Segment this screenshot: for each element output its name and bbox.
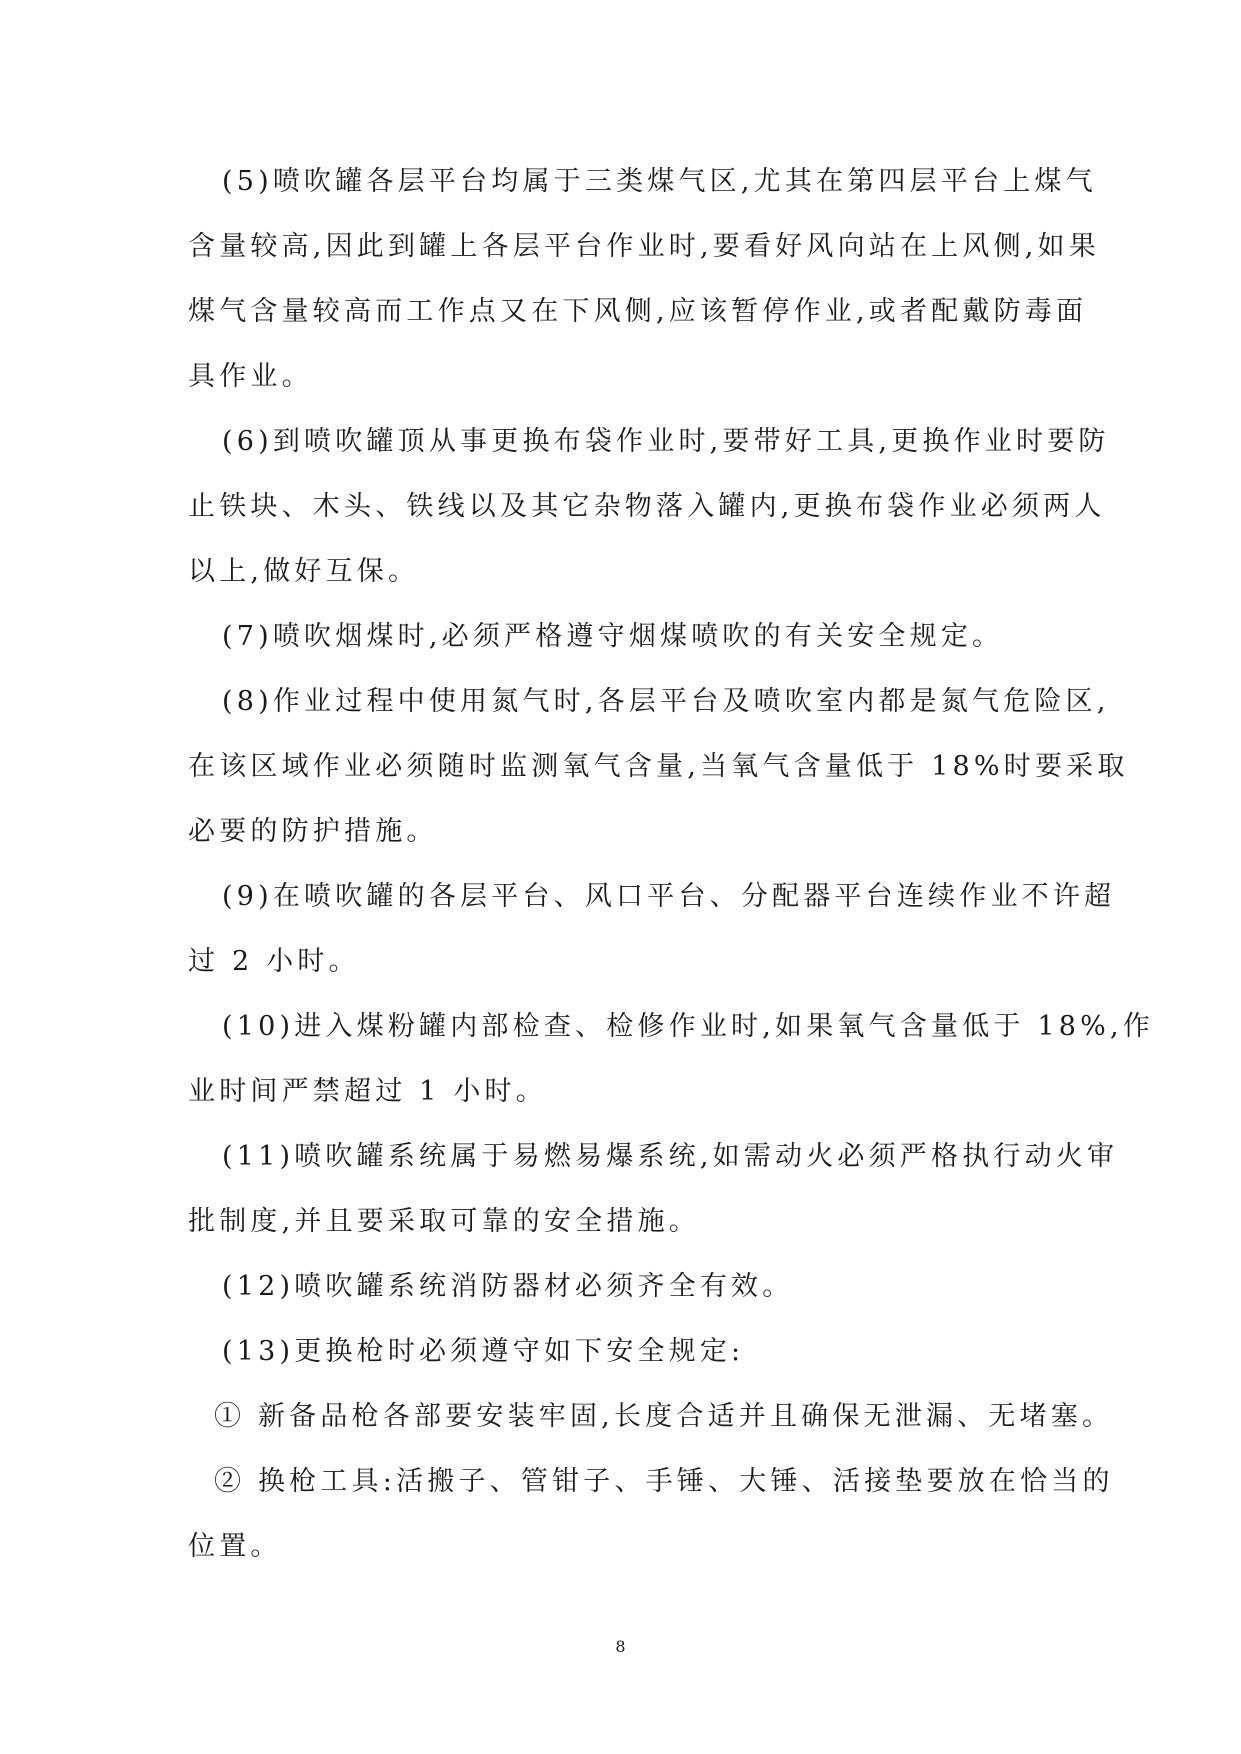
text-line: ② 换枪工具:活搬子、管钳子、手锤、大锤、活接垫要放在恰当的 (214, 1466, 1114, 1497)
text-line: (7)喷吹烟煤时,必须严格遵守烟煤喷吹的有关安全规定。 (222, 621, 1004, 652)
text-line: 以上,做好互保。 (188, 556, 420, 587)
text-line: (12)喷吹罐系统消防器材必须齐全有效。 (222, 1271, 794, 1302)
text-line: (5)喷吹罐各层平台均属于三类煤气区,尤其在第四层平台上煤气 (222, 166, 1097, 197)
text-line: (13)更换枪时必须遵守如下安全规定: (222, 1336, 745, 1367)
text-line: 具作业。 (188, 361, 313, 392)
text-line: 过 2 小时。 (188, 946, 360, 977)
text-line: 批制度,并且要采取可靠的安全措施。 (188, 1206, 700, 1237)
text-line: 业时间严禁超过 1 小时。 (188, 1076, 547, 1107)
text-line: (11)喷吹罐系统属于易燃易爆系统,如需动火必须严格执行动火审 (222, 1141, 1119, 1172)
page-number: 8 (615, 1637, 626, 1656)
text-line: ① 新备品枪各部要安装牢固,长度合适并且确保无泄漏、无堵塞。 (214, 1401, 1114, 1432)
text-line: 必要的防护措施。 (188, 816, 438, 847)
text-line: 煤气含量较高而工作点又在下风侧,应该暂停作业,或者配戴防毒面 (188, 296, 1088, 327)
text-line: 位置。 (188, 1531, 282, 1562)
text-line: 止铁块、木头、铁线以及其它杂物落入罐内,更换布袋作业必须两人 (188, 491, 1106, 522)
text-line: (8)作业过程中使用氮气时,各层平台及喷吹室内都是氮气危险区, (222, 686, 1110, 717)
text-line: 含量较高,因此到罐上各层平台作业时,要看好风向站在上风侧,如果 (188, 231, 1100, 262)
text-line: (10)进入煤粉罐内部检查、检修作业时,如果氧气含量低于 18%,作 (222, 1011, 1154, 1042)
text-line: (6)到喷吹罐顶从事更换布袋作业时,要带好工具,更换作业时要防 (222, 426, 1110, 457)
text-line: 在该区域作业必须随时监测氧气含量,当氧气含量低于 18%时要采取 (188, 751, 1129, 782)
text-line: (9)在喷吹罐的各层平台、风口平台、分配器平台连续作业不许超 (222, 881, 1116, 912)
